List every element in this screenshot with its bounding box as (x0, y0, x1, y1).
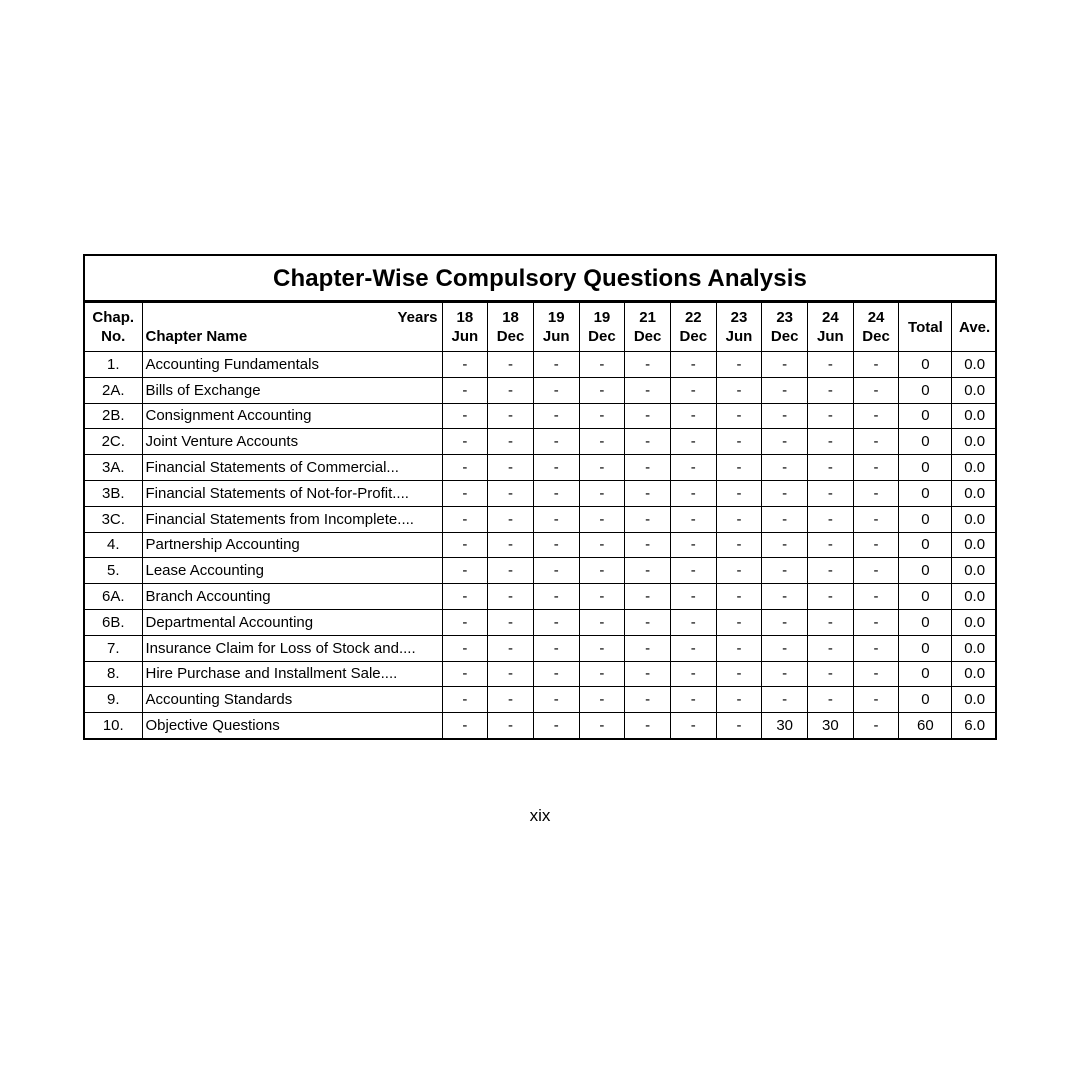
session-header (762, 303, 808, 352)
session-value-cell: 30 (762, 713, 808, 738)
table-body (85, 352, 997, 738)
session-value-cell: - (716, 609, 762, 635)
session-value-cell: - (670, 609, 716, 635)
chapter-number-cell: 7. (85, 635, 142, 661)
chapter-number-cell: 2C. (85, 429, 142, 455)
chapter-name-cell: Objective Questions (142, 713, 442, 738)
session-value-cell: - (808, 506, 854, 532)
total-cell: 0 (899, 506, 952, 532)
session-value-cell: - (488, 377, 534, 403)
session-value-cell: - (579, 635, 625, 661)
ave-cell: 0.0 (952, 506, 997, 532)
session-value-cell: - (533, 480, 579, 506)
session-value-cell: - (579, 532, 625, 558)
session-month: Dec (679, 328, 708, 345)
session-value-cell: - (808, 687, 854, 713)
chapter-name-cell: Insurance Claim for Loss of Stock and.... (142, 635, 442, 661)
session-month: Jun (817, 328, 844, 345)
chapter-name-cell: Partnership Accounting (142, 532, 442, 558)
session-value-cell: - (670, 455, 716, 481)
session-value-cell: - (762, 609, 808, 635)
session-value-cell: - (853, 455, 899, 481)
session-value-cell: - (716, 455, 762, 481)
session-value-cell: - (716, 687, 762, 713)
session-header (625, 303, 671, 352)
chap-no-line2: No. (101, 328, 126, 345)
session-value-cell: - (488, 609, 534, 635)
session-value-cell: - (808, 352, 854, 378)
session-value-cell: - (762, 661, 808, 687)
chapter-name-cell: Accounting Standards (142, 687, 442, 713)
session-value-cell: - (442, 455, 488, 481)
session-year: 23 (730, 309, 748, 326)
session-value-cell: - (625, 429, 671, 455)
ave-cell: 0.0 (952, 584, 997, 610)
session-value-cell: - (808, 558, 854, 584)
ave-cell: 0.0 (952, 455, 997, 481)
session-value-cell: - (533, 661, 579, 687)
session-header (579, 303, 625, 352)
session-year: 19 (547, 309, 565, 326)
session-value-cell: - (579, 377, 625, 403)
session-header (533, 303, 579, 352)
chapter-number-cell: 6A. (85, 584, 142, 610)
session-value-cell: - (442, 352, 488, 378)
total-cell: 0 (899, 609, 952, 635)
session-month: Jun (725, 328, 753, 345)
session-header (853, 303, 899, 352)
ave-cell: 0.0 (952, 609, 997, 635)
session-value-cell: - (533, 713, 579, 738)
session-value-cell: - (853, 609, 899, 635)
analysis-table-container (83, 254, 997, 740)
ave-cell: 0.0 (952, 635, 997, 661)
session-value-cell: - (442, 558, 488, 584)
session-value-cell: - (716, 532, 762, 558)
table-row (85, 455, 997, 481)
session-value-cell: - (533, 558, 579, 584)
table-row (85, 532, 997, 558)
session-value-cell: - (853, 635, 899, 661)
chapter-name-cell: Lease Accounting (142, 558, 442, 584)
chapter-name-cell: Consignment Accounting (142, 403, 442, 429)
session-value-cell: - (670, 635, 716, 661)
total-cell: 0 (899, 532, 952, 558)
session-value-cell: - (488, 661, 534, 687)
chapter-name-cell: Departmental Accounting (142, 609, 442, 635)
session-value-cell: - (579, 687, 625, 713)
chap-no-line1: Chap. (92, 309, 135, 326)
session-value-cell: - (442, 480, 488, 506)
session-value-cell: - (762, 506, 808, 532)
chapter-name-cell: Financial Statements of Not-for-Profit.... (142, 480, 442, 506)
chapter-name-cell: Branch Accounting (142, 584, 442, 610)
table-row (85, 713, 997, 738)
session-value-cell: - (533, 532, 579, 558)
table-row (85, 352, 997, 378)
chapter-number-cell: 3B. (85, 480, 142, 506)
total-cell: 0 (899, 429, 952, 455)
ave-cell: 0.0 (952, 403, 997, 429)
table-title: Chapter-Wise Compulsory Questions Analysis (85, 256, 995, 303)
session-value-cell: - (716, 429, 762, 455)
session-value-cell: - (808, 403, 854, 429)
chapter-number-cell: 8. (85, 661, 142, 687)
session-year: 23 (776, 309, 793, 326)
session-value-cell: - (488, 403, 534, 429)
chapter-name-header (142, 303, 442, 352)
session-value-cell: - (442, 635, 488, 661)
chapter-number-cell: 6B. (85, 609, 142, 635)
session-value-cell: - (488, 532, 534, 558)
session-value-cell: - (716, 635, 762, 661)
session-value-cell: - (442, 713, 488, 738)
session-value-cell: - (808, 584, 854, 610)
session-value-cell: - (533, 352, 579, 378)
session-value-cell: - (808, 635, 854, 661)
session-value-cell: - (716, 377, 762, 403)
session-value-cell: - (442, 609, 488, 635)
session-value-cell: - (670, 687, 716, 713)
session-value-cell: - (716, 713, 762, 738)
chap-no-header (85, 303, 142, 352)
session-value-cell: - (488, 687, 534, 713)
session-value-cell: - (853, 584, 899, 610)
chapter-number-cell: 5. (85, 558, 142, 584)
session-value-cell: - (853, 558, 899, 584)
table-row (85, 687, 997, 713)
session-value-cell: - (853, 377, 899, 403)
chapter-name-cell: Financial Statements from Incomplete.... (142, 506, 442, 532)
session-value-cell: - (853, 403, 899, 429)
session-value-cell: - (579, 609, 625, 635)
session-value-cell: - (625, 635, 671, 661)
session-value-cell: - (670, 532, 716, 558)
session-value-cell: - (625, 532, 671, 558)
session-value-cell: - (762, 429, 808, 455)
total-cell: 0 (899, 403, 952, 429)
session-value-cell: - (488, 455, 534, 481)
session-value-cell: - (442, 429, 488, 455)
chapter-number-cell: 3A. (85, 455, 142, 481)
total-cell: 0 (899, 377, 952, 403)
session-month: Jun (542, 328, 570, 345)
session-month: Jun (451, 328, 479, 345)
session-value-cell: - (762, 532, 808, 558)
session-value-cell: - (762, 403, 808, 429)
session-value-cell: - (762, 584, 808, 610)
ave-cell: 6.0 (952, 713, 997, 738)
session-value-cell: - (853, 661, 899, 687)
session-value-cell: - (853, 480, 899, 506)
table-row (85, 480, 997, 506)
chapter-number-cell: 2B. (85, 403, 142, 429)
table-row (85, 403, 997, 429)
session-value-cell: - (533, 403, 579, 429)
chapter-name-cell: Accounting Fundamentals (142, 352, 442, 378)
ave-cell: 0.0 (952, 429, 997, 455)
total-cell: 0 (899, 455, 952, 481)
session-value-cell: - (579, 661, 625, 687)
session-value-cell: - (625, 584, 671, 610)
chapter-number-cell: 10. (85, 713, 142, 738)
session-header (442, 303, 488, 352)
session-value-cell: - (579, 455, 625, 481)
session-value-cell: - (670, 352, 716, 378)
session-value-cell: - (625, 403, 671, 429)
session-value-cell: - (670, 429, 716, 455)
session-value-cell: - (579, 480, 625, 506)
chapter-name-cell: Hire Purchase and Installment Sale.... (142, 661, 442, 687)
session-value-cell: - (716, 506, 762, 532)
session-month: Dec (862, 328, 890, 345)
session-header (808, 303, 854, 352)
chapter-number-cell: 9. (85, 687, 142, 713)
session-value-cell: - (853, 713, 899, 738)
session-value-cell: - (670, 480, 716, 506)
page-number: xix (529, 806, 551, 825)
session-value-cell: - (808, 609, 854, 635)
session-value-cell: - (762, 352, 808, 378)
session-value-cell: - (442, 661, 488, 687)
chapter-number-cell: 2A. (85, 377, 142, 403)
total-cell: 0 (899, 352, 952, 378)
session-value-cell: - (625, 377, 671, 403)
session-value-cell: - (625, 352, 671, 378)
session-value-cell: - (533, 609, 579, 635)
session-value-cell: - (670, 584, 716, 610)
session-value-cell: - (853, 352, 899, 378)
session-value-cell: - (625, 661, 671, 687)
table-row (85, 609, 997, 635)
session-value-cell: - (625, 713, 671, 738)
session-value-cell: - (533, 635, 579, 661)
session-value-cell: - (716, 403, 762, 429)
session-value-cell: - (762, 377, 808, 403)
session-value-cell: - (533, 687, 579, 713)
chapter-name-cell: Financial Statements of Commercial... (142, 455, 442, 481)
total-cell: 0 (899, 635, 952, 661)
session-value-cell: - (716, 558, 762, 584)
session-value-cell: - (762, 480, 808, 506)
chapter-number-cell: 1. (85, 352, 142, 378)
total-cell: 0 (899, 480, 952, 506)
chapter-name-label: Chapter Name (145, 328, 248, 345)
session-value-cell: - (488, 429, 534, 455)
session-year: 24 (822, 309, 839, 326)
table-row (85, 506, 997, 532)
session-value-cell: - (808, 377, 854, 403)
session-header (488, 303, 534, 352)
ave-cell: 0.0 (952, 377, 997, 403)
session-value-cell: - (670, 506, 716, 532)
session-value-cell: - (625, 558, 671, 584)
session-value-cell: - (488, 713, 534, 738)
session-value-cell: - (625, 455, 671, 481)
chapter-name-cell: Bills of Exchange (142, 377, 442, 403)
total-cell: 60 (899, 713, 952, 738)
session-value-cell: - (853, 532, 899, 558)
session-value-cell: - (670, 661, 716, 687)
table-row (85, 635, 997, 661)
session-value-cell: - (853, 506, 899, 532)
session-value-cell: - (670, 403, 716, 429)
total-cell: 0 (899, 661, 952, 687)
session-value-cell: - (442, 532, 488, 558)
session-value-cell: - (579, 713, 625, 738)
table-row (85, 377, 997, 403)
session-value-cell: - (762, 635, 808, 661)
session-value-cell: - (488, 584, 534, 610)
header-row (85, 303, 997, 352)
years-label: Years (397, 309, 438, 326)
session-value-cell: - (579, 584, 625, 610)
session-value-cell: - (808, 532, 854, 558)
session-value-cell: - (579, 429, 625, 455)
session-value-cell: - (488, 558, 534, 584)
session-month: Dec (633, 328, 662, 345)
total-cell: 0 (899, 558, 952, 584)
session-value-cell: - (716, 480, 762, 506)
table-row (85, 661, 997, 687)
session-year: 21 (639, 309, 656, 326)
session-value-cell: - (579, 352, 625, 378)
session-value-cell: - (716, 661, 762, 687)
session-value-cell: - (716, 352, 762, 378)
session-header (670, 303, 716, 352)
session-value-cell: - (716, 584, 762, 610)
session-value-cell: - (442, 687, 488, 713)
ave-cell: 0.0 (952, 661, 997, 687)
session-month: Dec (770, 328, 799, 345)
total-header: Total (899, 303, 952, 352)
ave-header: Ave. (952, 303, 997, 352)
session-value-cell: - (533, 377, 579, 403)
ave-cell: 0.0 (952, 352, 997, 378)
session-value-cell: - (808, 480, 854, 506)
analysis-table (85, 303, 997, 738)
total-cell: 0 (899, 584, 952, 610)
session-value-cell: - (625, 687, 671, 713)
session-value-cell: - (670, 377, 716, 403)
session-header (716, 303, 762, 352)
session-value-cell: - (808, 661, 854, 687)
session-value-cell: - (808, 455, 854, 481)
session-value-cell: - (579, 403, 625, 429)
table-row (85, 558, 997, 584)
session-value-cell: - (488, 352, 534, 378)
session-value-cell: - (625, 480, 671, 506)
ave-cell: 0.0 (952, 687, 997, 713)
session-value-cell: - (670, 558, 716, 584)
chapter-number-cell: 3C. (85, 506, 142, 532)
chapter-name-cell: Joint Venture Accounts (142, 429, 442, 455)
session-value-cell: - (670, 713, 716, 738)
session-value-cell: - (488, 506, 534, 532)
session-value-cell: - (533, 429, 579, 455)
session-value-cell: 30 (808, 713, 854, 738)
chapter-number-cell: 4. (85, 532, 142, 558)
session-year: 24 (867, 309, 885, 326)
session-year: 22 (684, 309, 702, 326)
session-value-cell: - (488, 635, 534, 661)
total-cell: 0 (899, 687, 952, 713)
session-value-cell: - (762, 558, 808, 584)
session-value-cell: - (442, 377, 488, 403)
session-month: Dec (588, 328, 616, 345)
table-row (85, 584, 997, 610)
ave-cell: 0.0 (952, 480, 997, 506)
session-value-cell: - (762, 455, 808, 481)
session-value-cell: - (579, 506, 625, 532)
session-value-cell: - (442, 403, 488, 429)
session-value-cell: - (488, 480, 534, 506)
session-value-cell: - (853, 429, 899, 455)
session-month: Dec (496, 328, 525, 345)
session-year: 18 (456, 309, 474, 326)
session-value-cell: - (533, 455, 579, 481)
session-value-cell: - (533, 506, 579, 532)
session-value-cell: - (442, 506, 488, 532)
session-year: 18 (502, 309, 519, 326)
ave-cell: 0.0 (952, 558, 997, 584)
session-value-cell: - (808, 429, 854, 455)
session-value-cell: - (533, 584, 579, 610)
session-value-cell: - (442, 584, 488, 610)
session-year: 19 (593, 309, 611, 326)
session-value-cell: - (625, 506, 671, 532)
session-value-cell: - (762, 687, 808, 713)
session-value-cell: - (625, 609, 671, 635)
table-row (85, 429, 997, 455)
session-value-cell: - (853, 687, 899, 713)
session-value-cell: - (579, 558, 625, 584)
ave-cell: 0.0 (952, 532, 997, 558)
